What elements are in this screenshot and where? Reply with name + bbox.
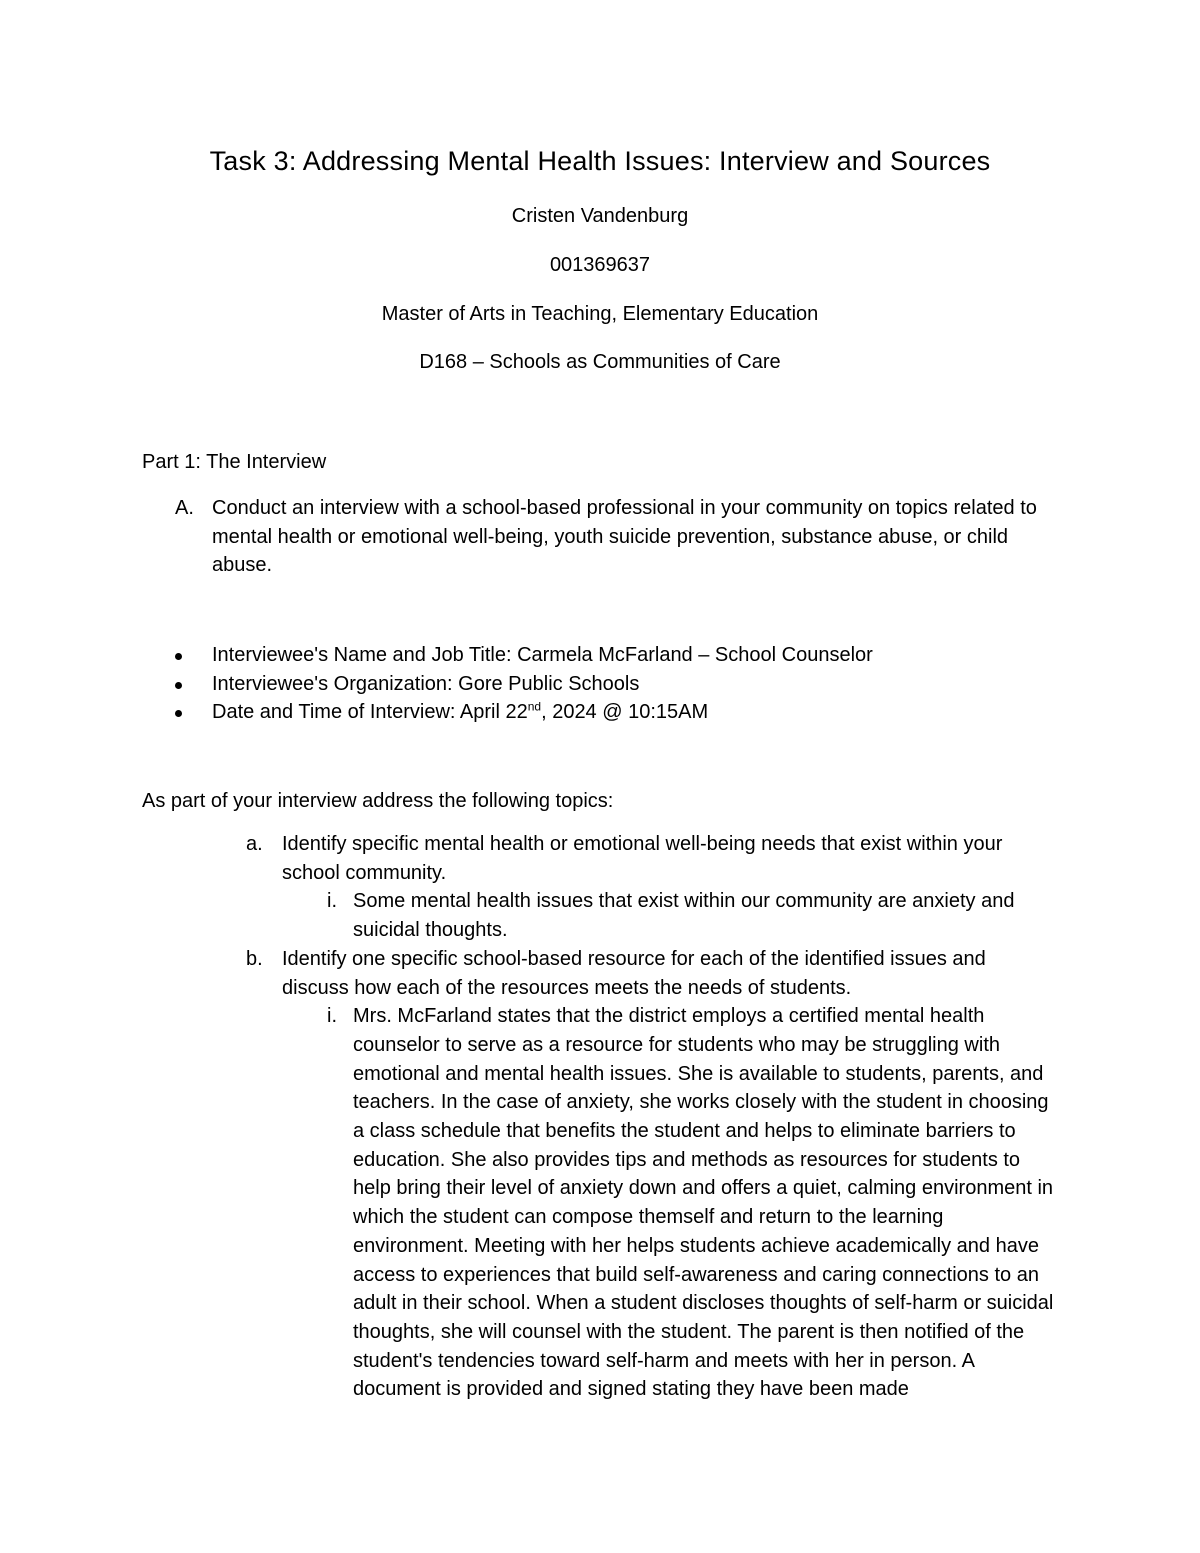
task-a-marker: A. [175, 497, 194, 519]
topic-b [142, 945, 1072, 1002]
topic-b-text: Identify one specific school-based resource for each of the identified issues and discuss how each of the resources meets the needs of students. [282, 947, 986, 999]
topics-list [142, 830, 1072, 1404]
topic-a-text: Identify specific mental health or emotional well-being needs that exist within your school community. [282, 833, 1003, 884]
course-name: D168 – Schools as Communities of Care [419, 351, 781, 373]
topics-intro: As part of your interview address the following topics: [142, 790, 614, 812]
topic-a-answer-marker: i. [327, 890, 337, 913]
bullet-icon [175, 653, 182, 660]
interview-date-suffix: , 2024 @ 10:15AM [541, 701, 709, 724]
bullet-icon [175, 710, 182, 717]
topic-b-answer-text: Mrs. McFarland states that the district employs a certified mental health counselor to serve as a resource for students who may be struggling with emotional and mental health issues. She is available to students, parents, and teachers. In the case of anxiety, she works closely with the student in choosing a class schedule that benefits the student and helps to eliminate barriers to education. She also provides tips and methods as resources for students to help bring their level of anxiety down and offers a quiet, calming environment in which the student can compose themself and return to the learning environment. Meeting with her helps students achieve academically and have access to experiences that build self-awareness and caring connections to an adult in their school. When a student discloses thoughts of self-harm or suicidal thoughts, she will counsel with the student. The parent is then notified of the student's tendencies toward self-harm and meets with her in person. A document is provided and signed stating they have been made [353, 1005, 1054, 1401]
list-item [142, 698, 1072, 727]
document-title: Task 3: Addressing Mental Health Issues: Interview and Sources [209, 146, 991, 176]
interview-info-list [142, 641, 1072, 727]
topic-b-answer-marker: i. [327, 1005, 337, 1028]
task-a-text: Conduct an interview with a school-based professional in your community on topics related to mental health or emotional well-being, youth suicide prevention, substance abuse, or child abuse. [212, 497, 1037, 577]
interview-date-prefix: Date and Time of Interview: April 22 [212, 701, 528, 724]
topic-b-answer [142, 1002, 1072, 1404]
list-item [142, 670, 1072, 699]
part-1-heading: Part 1: The Interview [142, 451, 327, 473]
topic-b-marker: b. [246, 947, 263, 970]
bullet-icon [175, 682, 182, 689]
interviewee-name-title: Interviewee's Name and Job Title: Carmela McFarland – School Counselor [212, 644, 873, 666]
author-name: Cristen Vandenburg [511, 205, 689, 227]
topic-a-answer [142, 887, 1072, 944]
topic-a-marker: a. [246, 833, 263, 855]
program-name: Master of Arts in Teaching, Elementary Education [381, 303, 819, 325]
task-a-item [142, 494, 1072, 580]
interview-date-superscript: nd [527, 699, 542, 714]
student-id: 001369637 [549, 254, 651, 276]
interviewee-organization: Interviewee's Organization: Gore Public Schools [212, 672, 640, 695]
topic-a-answer-text: Some mental health issues that exist within our community are anxiety and suicidal thoughts. [353, 890, 1015, 942]
topic-a [142, 830, 1072, 887]
list-item [142, 641, 1072, 670]
